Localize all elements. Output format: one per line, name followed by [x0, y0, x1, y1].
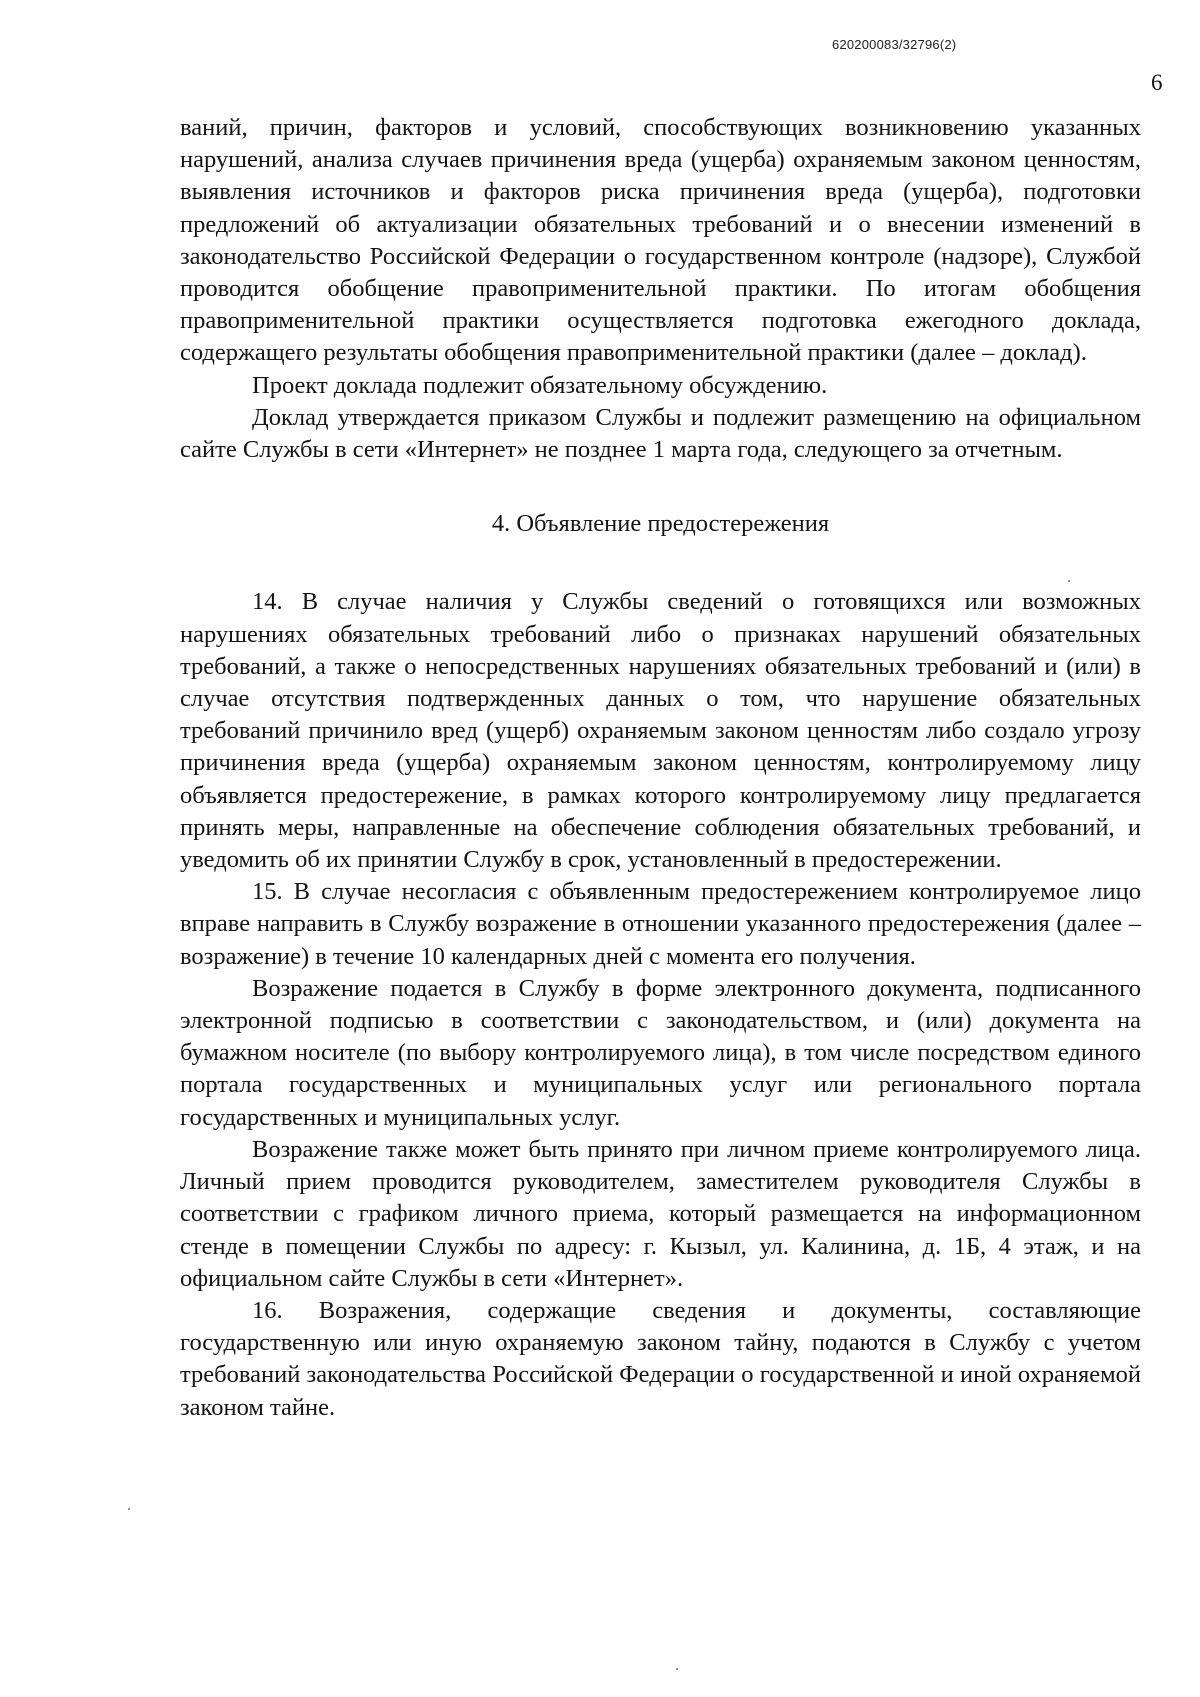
page-number: 6	[1151, 70, 1163, 95]
paragraph-continuation: ваний, причин, факторов и условий, способствующих возникновению указанных нарушений, анализа случаев причинения вреда (ущерба) охраняемым законом ценностям, выявления источников и факторов риска причинения вреда (ущерба), подготовки предложений об актуализации обязательных требований и о внесении изменений в законодательство Российской Федерации о государственном контроле (надзоре), Службой проводится обобщение правоприменительной практики. По итогам обобщения правоприменительной практики осуществляется подготовка ежегодного доклада, содержащего результаты обобщения правоприменительной практики (далее – доклад).	[180, 114, 1141, 367]
paragraph-15: 15. В случае несогласия с объявленным предостережением контролируемое лицо вправе направить в Службу возражение в отношении указанного предостережения (далее – возражение) в течение 10 календарных дней с момента его получения.	[180, 878, 1141, 970]
document-body	[180, 112, 1141, 1424]
paragraph-15-personal-reception: Возражение также может быть принято при личном приеме контролируемого лица. Личный прием проводится руководителем, заместителем руководителя Службы в соответствии с графиком личного приема, который размещается на информационном стенде в помещении Службы по адресу: г. Кызыл, ул. Калинина, д. 1Б, 4 этаж, и на официальном сайте Службы в сети «Интернет».	[180, 1135, 1141, 1292]
scan-speck	[1068, 580, 1070, 582]
paragraph-report-approval: Доклад утверждается приказом Службы и подлежит размещению на официальном сайте Службы в сети «Интернет» не позднее 1 марта года, следующего за отчетным.	[180, 403, 1141, 464]
paragraph-14: 14. В случае наличия у Службы сведений о готовящихся или возможных нарушениях обязательных требований либо о признаках нарушений обязательных требований, а также о непосредственных нарушениях обязательных требований и (или) в случае отсутствия подтвержденных данных о том, что нарушение обязательных требований причинило вред (ущерб) охраняемым законом ценностям либо создало угрозу причинения вреда (ущерба) охраняемым законом ценностям, контролируемому лицу объявляется предостережение, в рамках которого контролируемому лицу предлагается принять меры, направленные на обеспечение соблюдения обязательных требований, и уведомить об их принятии Службу в срок, установленный в предостережении.	[180, 588, 1141, 874]
paragraph-draft-report: Проект доклада подлежит обязательному обсуждению.	[252, 371, 828, 399]
section-heading: 4. Объявление предостережения	[491, 510, 830, 538]
document-id: 620200083/32796(2)	[832, 37, 957, 52]
scan-speck	[676, 1668, 678, 1670]
paragraph-15-filing: Возражение подается в Службу в форме электронного документа, подписанного электронной подписью в соответствии с законодательством, и (или) документа на бумажном носителе (по выбору контролируемого лица), в том числе посредством единого портала государственных и муниципальных услуг или регионального портала государственных и муниципальных услуг.	[180, 974, 1141, 1131]
scan-speck	[128, 1508, 130, 1510]
paragraph-16: 16. Возражения, содержащие сведения и документы, составляющие государственную или иную охраняемую законом тайну, подаются в Службу с учетом требований законодательства Российской Федерации о государственной и иной охраняемой законом тайне.	[180, 1296, 1141, 1421]
